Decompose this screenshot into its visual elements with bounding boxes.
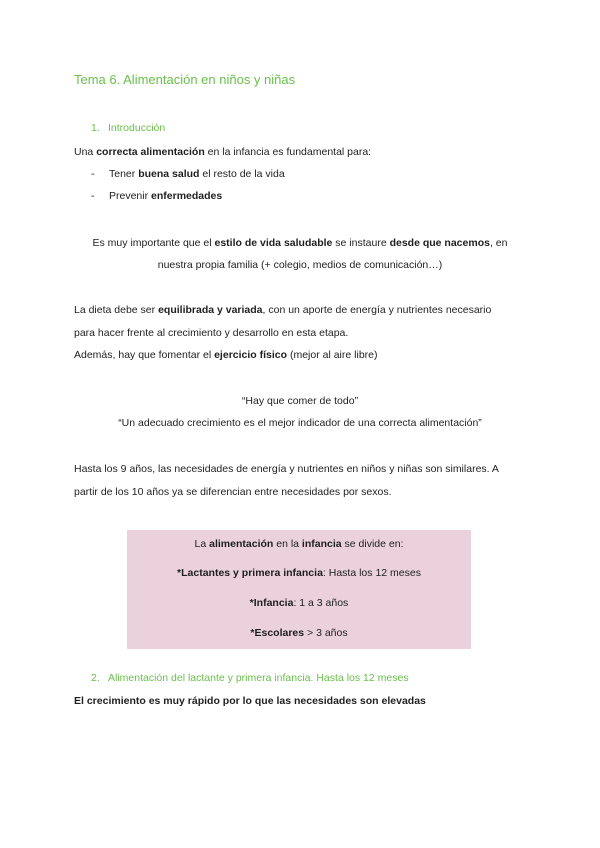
section2-lead: El crecimiento es muy rápido por lo que las necesidades son elevadas xyxy=(74,695,426,707)
section-number: 2. xyxy=(91,672,100,684)
section-heading-lactante xyxy=(91,672,409,684)
box-line: La alimentación en la infancia se divide en: xyxy=(194,538,404,550)
age-paragraph-cont: partir de los 10 años ya se diferencian entre necesidades por sexos. xyxy=(74,486,392,498)
section-heading-text: Alimentación del lactante y primera infancia. Hasta los 12 meses xyxy=(108,672,409,684)
box-line: *Lactantes y primera infancia: Hasta los 12 meses xyxy=(177,567,421,579)
section-heading-text: Introducción xyxy=(108,122,166,134)
highlight-box xyxy=(127,530,471,649)
list-item: - Tener buena salud el resto de la vida xyxy=(91,168,285,180)
exercise-paragraph: Además, hay que fomentar el ejercicio físico (mejor al aire libre) xyxy=(74,349,378,361)
page-title: Tema 6. Alimentación en niños y niñas xyxy=(74,72,296,87)
section-heading-introduccion xyxy=(91,122,165,134)
diet-paragraph: La dieta debe ser equilibrada y variada, con un aporte de energía y nutrientes necesario xyxy=(74,304,492,316)
box-line: *Escolares > 3 años xyxy=(250,627,348,639)
age-paragraph: Hasta los 9 años, las necesidades de energía y nutrientes en niños y niñas son similares. A xyxy=(74,463,499,475)
quote: “Un adecuado crecimiento es el mejor indicador de una correcta alimentación” xyxy=(118,417,482,429)
quote: “Hay que comer de todo” xyxy=(241,395,359,407)
diet-paragraph-cont: para hacer frente al crecimiento y desarrollo en esta etapa. xyxy=(74,327,349,339)
intro-paragraph: Una correcta alimentación en la infancia es fundamental para: xyxy=(74,146,372,158)
box-line: *Infancia: 1 a 3 años xyxy=(249,597,349,609)
section-number: 1. xyxy=(91,122,100,134)
centered-paragraph-line: Es muy importante que el estilo de vida saludable se instaure desde que nacemos, en xyxy=(92,237,508,249)
bold-text: correcta alimentación xyxy=(96,146,205,158)
centered-paragraph-line: nuestra propia familia (+ colegio, medios de comunicación…) xyxy=(157,259,443,271)
list-item: - Prevenir enfermedades xyxy=(91,190,223,202)
